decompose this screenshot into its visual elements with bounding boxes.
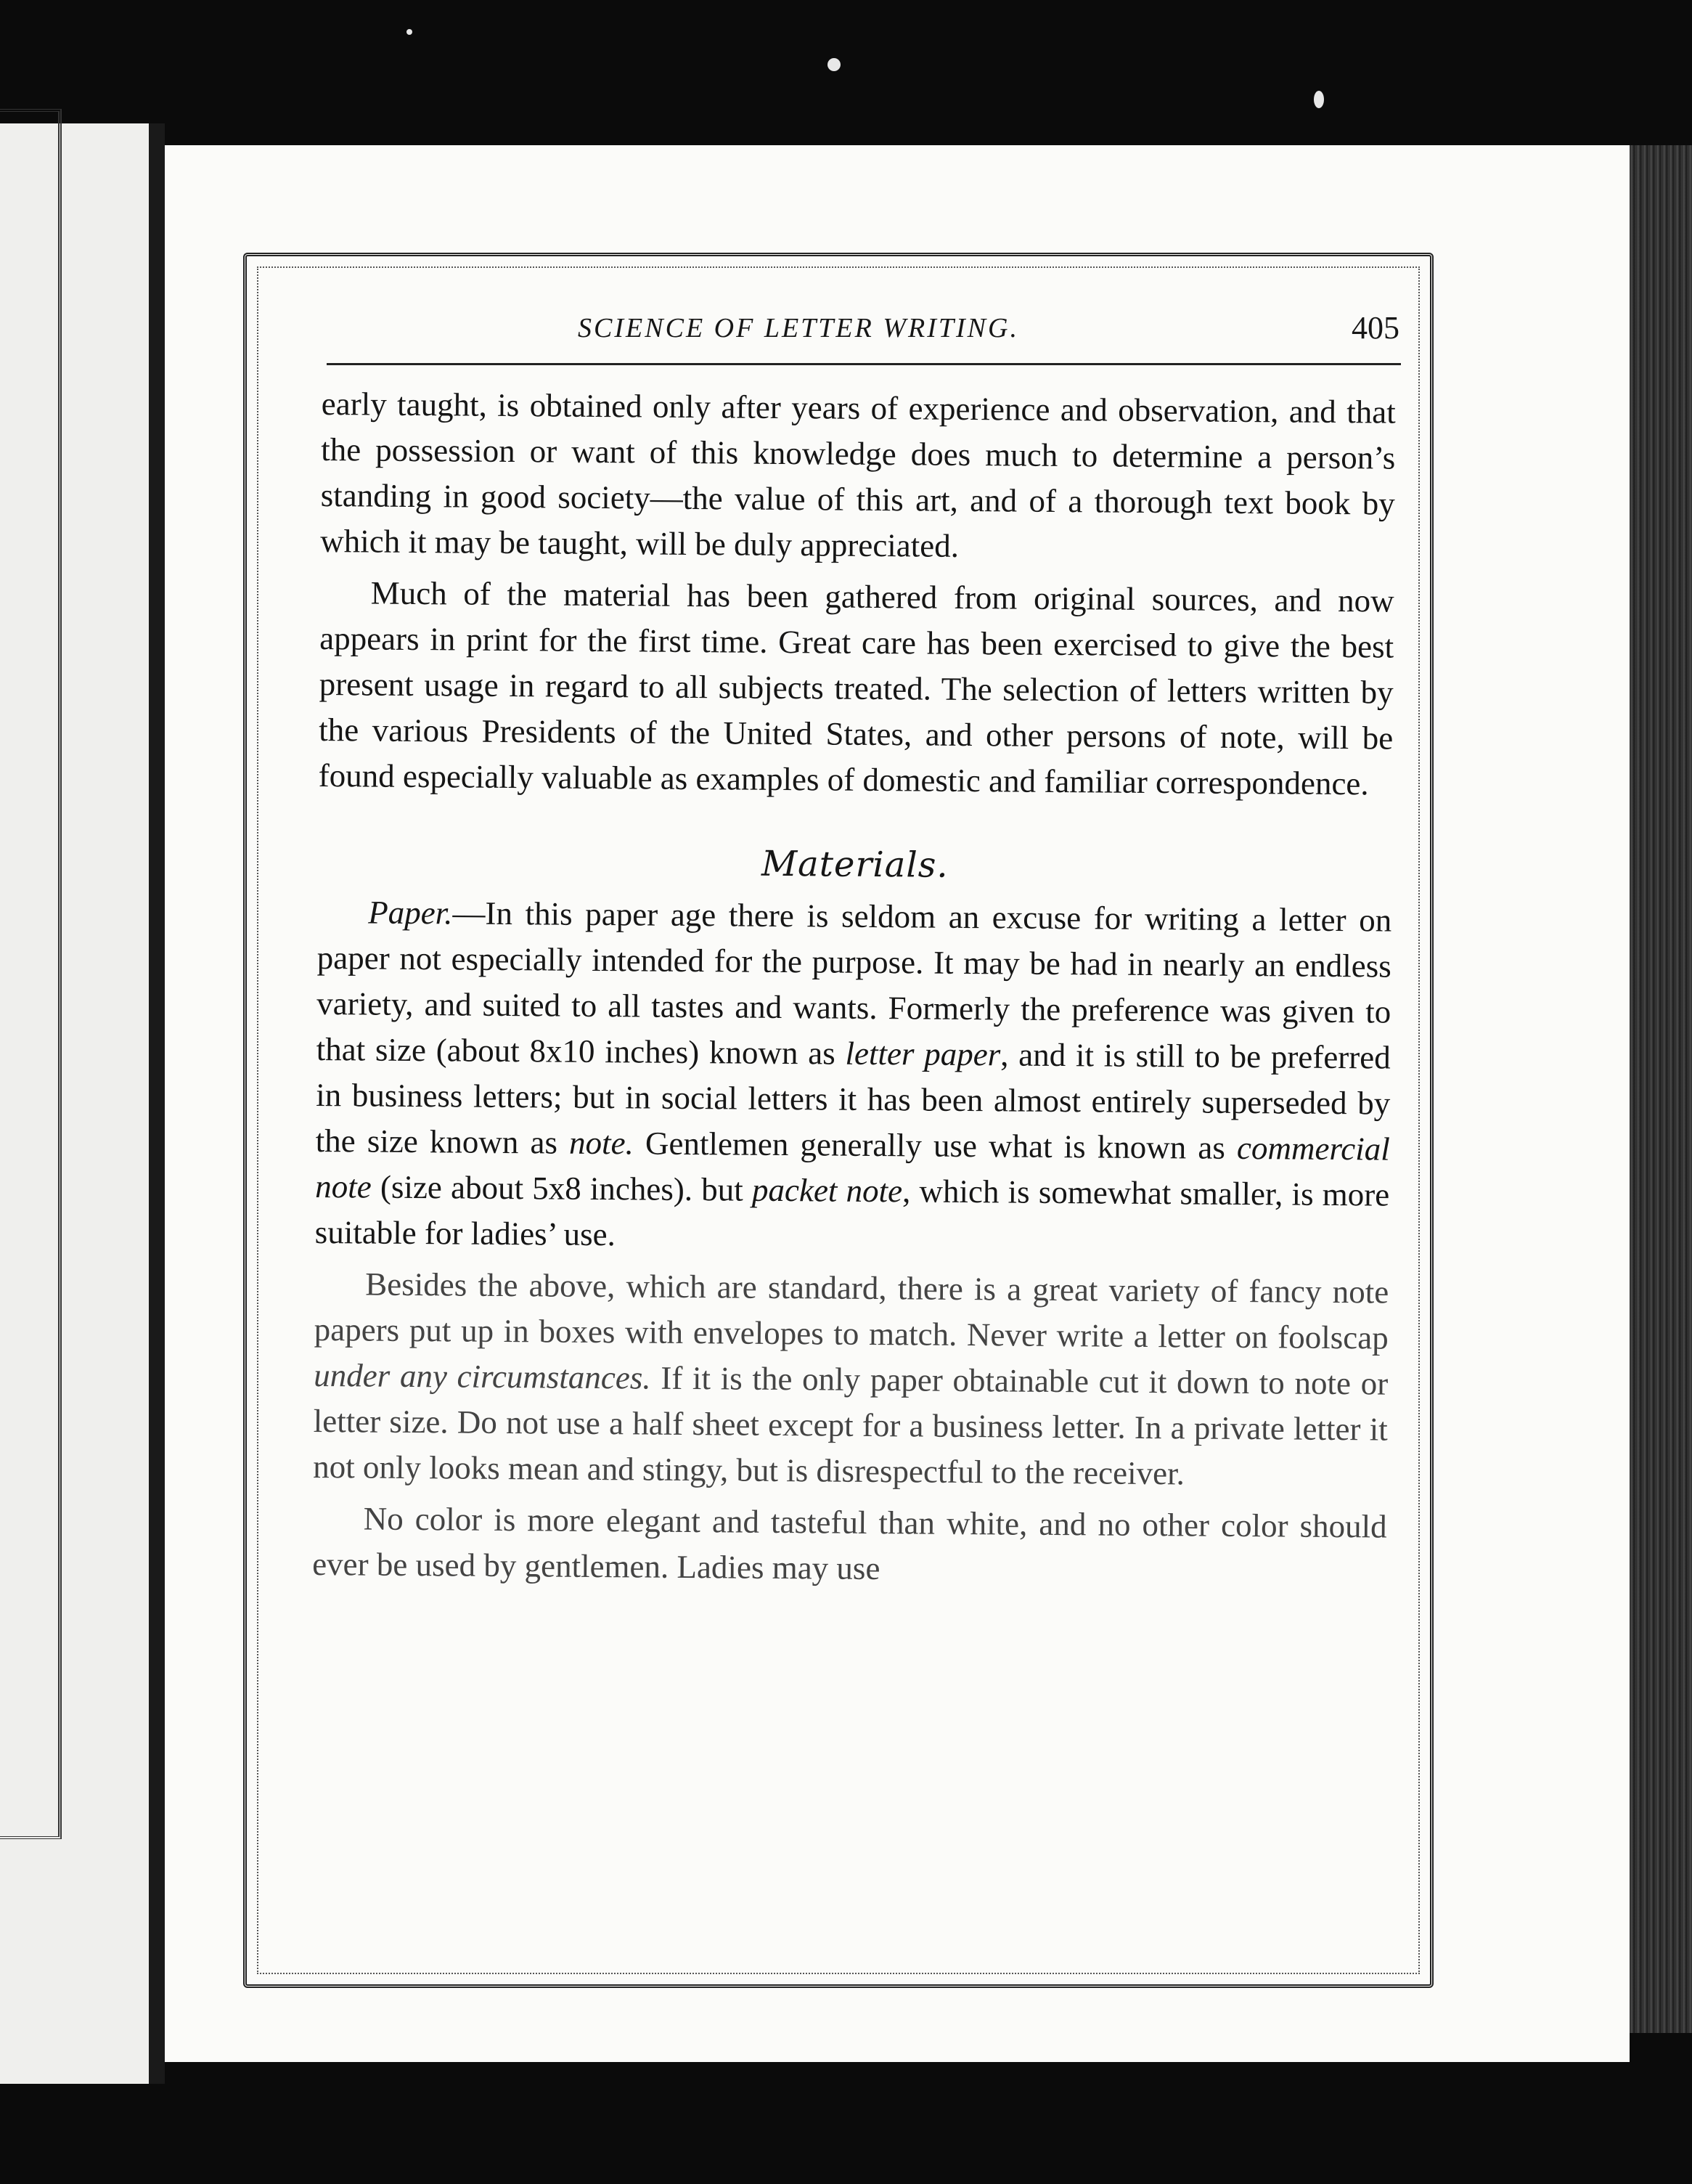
text-run: Gentlemen generally use what is known as [633,1125,1238,1166]
paragraph-continued: early taught, is obtained only after years of experience and observation, and that the possession or want of this knowledge does much to determine a person’s standing in good society—the value of this art, and of a thorough text book by which it may be taught, will be duly appreciated. [320,385,1396,564]
text-run: , and it is still to be preferred in business letters; but in social letters it has been almost entirely superseded by the size known as [315,1036,1391,1161]
running-title: SCIENCE OF LETTER WRITING. [578,313,1019,343]
italic-term: commercial note [315,1129,1390,1205]
text-run: —In this paper age there is seldom an excuse for writing a letter on paper not especially intended for the purpose. It may be had in nearly an endless variety, and suited to all tastes and wants. Formerly the preference was given to that size (about 8x10 inches) known as [316,895,1392,1072]
paragraph-color: No color is more elegant and tasteful than white, and no other color should ever be used by gentlemen. Ladies may use [312,1500,1387,1587]
page-stack-edge [1630,145,1692,2033]
paragraph-fancy-papers [313,1261,1389,1499]
book-gutter [149,123,165,2084]
text-run: Besides the above, which are standard, there is a great variety of fancy note papers put up in boxes with envelopes to match. Never write a letter on foolscap [314,1266,1389,1356]
italic-term: letter paper [845,1035,1001,1073]
running-head [327,305,1401,370]
italic-term: packet note [751,1171,903,1210]
text-run: (size about 5x8 inches). but [371,1168,753,1208]
run-in-heading-paper: Paper. [368,894,453,932]
body-text [312,381,1396,1596]
scan-speck [827,58,841,71]
text-run: If it is the only paper obtainable cut it down to note or letter size. Do not use a half sheet except for a business letter. In a private letter it not only looks mean and stingy, but is disrespectful to the receiver. [313,1359,1389,1492]
text-run: , which is somewhat smaller, is more suitable for ladies’ use. [314,1173,1390,1253]
page-number: 405 [1352,310,1399,346]
paragraph-paper [315,889,1392,1264]
scan-speck [406,29,412,35]
scan-speck [1314,91,1324,108]
italic-term: under any circumstances. [314,1356,651,1396]
paragraph-sources: Much of the material has been gathered from original sources, and now appears in print for the first time. Great care has been exercised to give the best present usage in regard to all subjects treated. The selection of letters written by the various Presidents of the United States, and other persons of note, will be found especially valuable as examples of domestic and familiar correspondence. [318,574,1394,802]
section-heading-materials: Materials. [761,843,949,886]
italic-term: note. [568,1124,634,1162]
head-rule [327,363,1401,365]
facing-page-frame [0,109,62,1839]
